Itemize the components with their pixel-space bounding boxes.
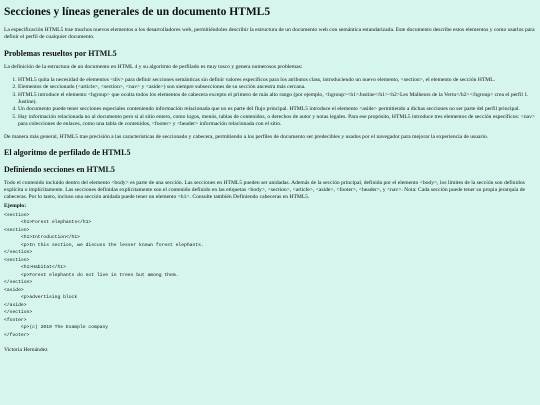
algorithm-heading: El algoritmo de perfilado de HTML5 [4, 148, 131, 158]
list-item: 5. Hay información relacionada no al documento pero si al sitio entero, como logos, menús, tablas de contenidos, o derechos de autor y notas legales. Para ese propósito, HTML5 introduce tres elementos de sección específicos: <nav> para colecciones de enlaces, como una tabla de contenidos, <footer> y <header> información relacionada con el sitio. [18, 114, 536, 129]
list-item: 2. Elementos de seccionado (<article>, <section>, <nav> y <aside>) son siempre subsecciones de su sección ancestra más cercana. [18, 84, 536, 91]
list-item: 1. HTML5 quita la necesidad de elementos <div> para definir secciones semánticas sin definir valores específicos para los atributos class, introduciendo un nuevo elemento, <section>, el elemento de sección HTML. [18, 77, 536, 84]
intro-paragraph: La especificación HTML5 trae muchos nuevos elementos a los desarrolladores web, permitiéndoles describir la estructura de un documento web con semántica estandarizada. Este documento describe estos elementos y como usarlos para definir el perfil de cualquier documento. [4, 27, 535, 41]
problems-lead: La definición de la estructura de un documento en HTML 4 y su algoritmo de perfilado es muy tosco y genera numerosos problemas: [4, 63, 303, 70]
sections-body: Todo el contenido incluido dentro del elemento <body> es parte de una sección. Las secciones en HTML5 pueden ser anidadas. Además de la sección principal, definida por el elemento <body>, los límites de la sección son definidos explícita o implícitamente. Las secciones definidas explícitamente son el contenido definido en las etiquetas <body>, <section>, <article>, <aside>, <footer>, <header>, y <nav>. Nota: Cada sección puede tener su propia jerarquía de cabeceras. Por lo tanto, incluso una sección anidada puede tener un elemento <h1>. Consulte también Definiendo cabeceras en HTML5. [4, 179, 526, 201]
sections-subheading: Definiendo secciones en HTML5 [4, 164, 115, 174]
problems-list [4, 77, 536, 128]
author-name: Victoria Hernández [4, 347, 48, 354]
list-item: 4. Un documento puede tener secciones especiales conteniendo información relacionada que no es parte del flujo principal. HTML5 introduce el elemento <aside> permitiendo a dichas secciones no ser parte del perfil principal. [18, 106, 536, 113]
problems-summary: De manera más general, HTML5 trae precisión a las características de seccionado y cabecera, permitiendo a los perfiles de documento ser predecibles y usados por el navegador para mejorar la experiencia de usuario. [4, 134, 489, 141]
page-title: Secciones y líneas generales de un documento HTML5 [4, 6, 271, 18]
list-item: 3. HTML5 introduce el elemento <hgroup> que oculta todos los elementos de cabecera excepto el primero de más alto rango (por ejemplo, <hgroup><h1>Justine</h1><h2>Les Malheurs de la Vertu</h2></hgroup> crea el perfil 1. Justine). [18, 92, 536, 107]
example-label: Ejemplo: [4, 202, 27, 209]
example-code-block: <section> <h1>Forest elephants</h1> <section> <h1>Introduction</h1> <p>In this section, we discuss the lesser known forest elephants. </section> <section> <h1>Habitat</h1> <p>Forest elephants do not live in trees but among them. </section> <aside> <p>advertising block </aside> </section> <footer> <p>(c) 2010 The Example company </footer> [4, 212, 204, 338]
problems-heading: Problemas resueltos por HTML5 [4, 48, 117, 58]
